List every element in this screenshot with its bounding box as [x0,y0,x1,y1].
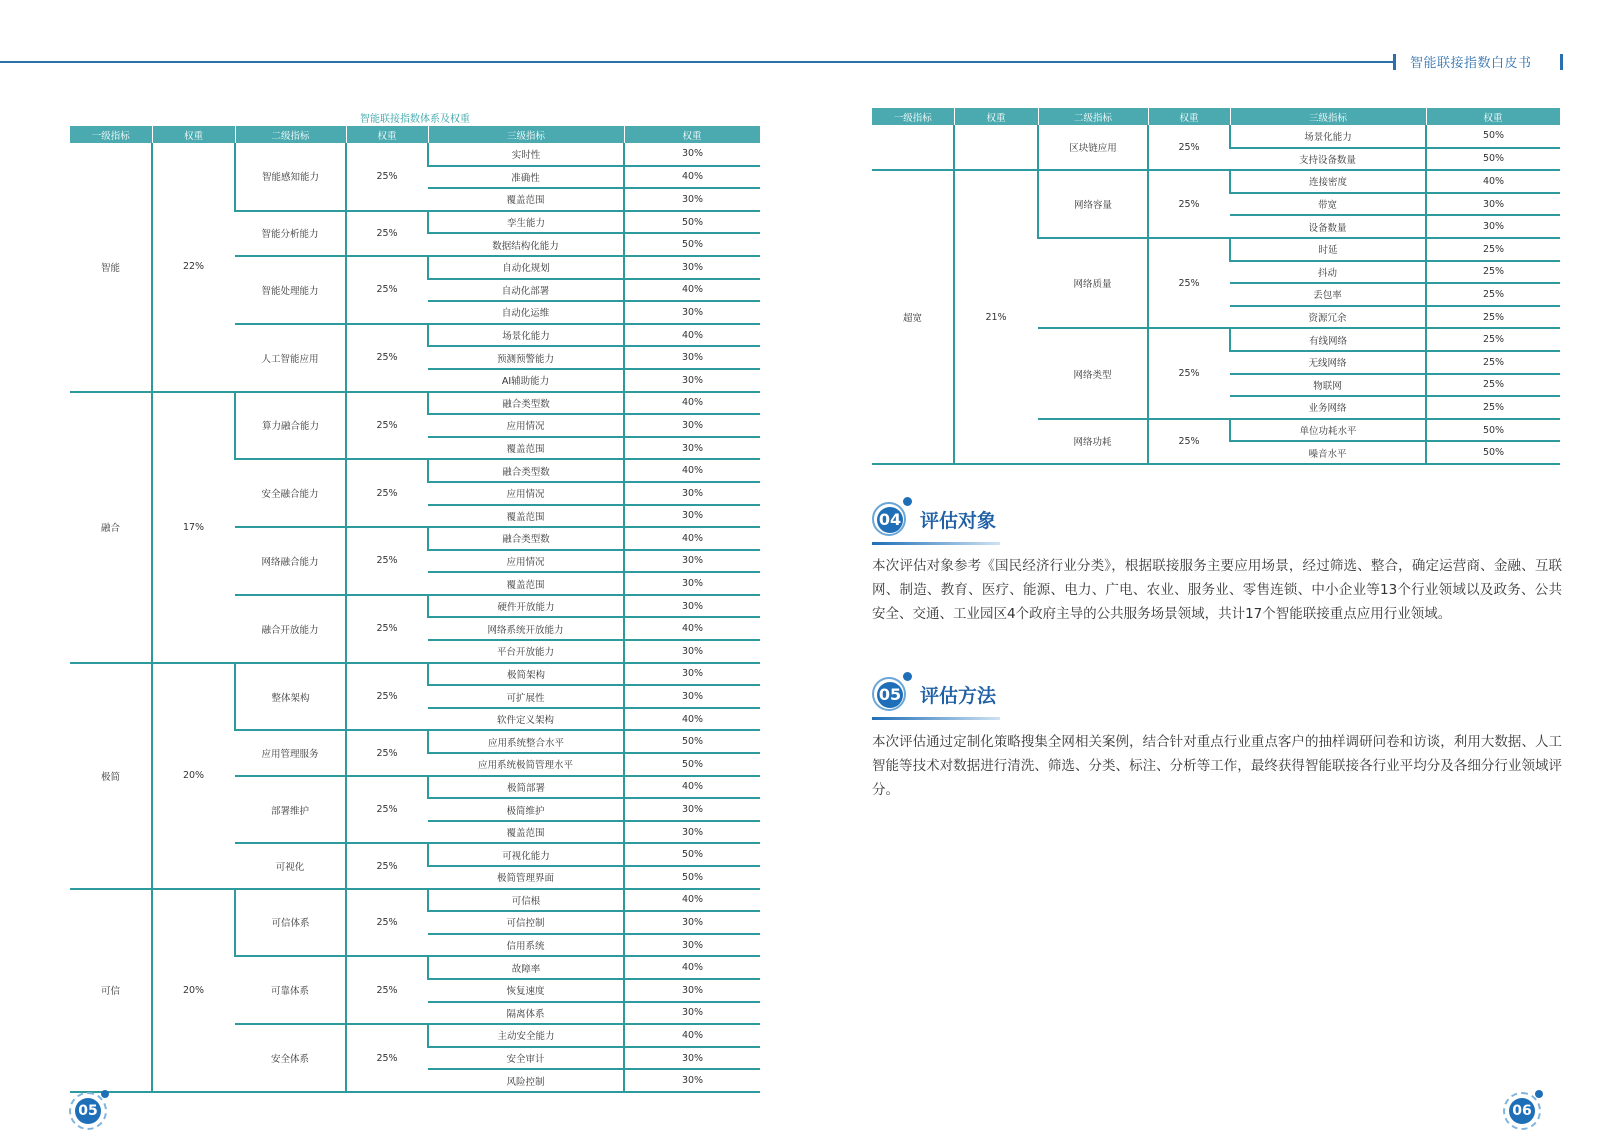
level3-indicator: 覆盖范围 [428,505,624,528]
level3-indicator: 覆盖范围 [428,188,624,211]
column-header: 三级指标 [428,126,624,143]
level3-weight: 30% [624,143,760,166]
level3-indicator: 预测预警能力 [428,346,624,369]
level3-indicator: 抖动 [1230,261,1426,284]
left-table-caption: 智能联接指数体系及权重 [360,114,470,125]
column-header: 权重 [1148,108,1230,125]
level3-weight: 40% [624,166,760,189]
header-rule-tick [1393,54,1396,70]
level3-indicator: 网络系统开放能力 [428,617,624,640]
level3-weight: 50% [624,843,760,866]
level3-indicator: 数据结构化能力 [428,233,624,256]
level3-weight: 25% [1426,238,1560,261]
level2-weight: 25% [1148,170,1230,238]
level3-weight: 40% [624,776,760,799]
level3-indicator: 时延 [1230,238,1426,261]
level3-indicator: 可视化能力 [428,843,624,866]
level2-indicator: 智能分析能力 [235,211,346,256]
section-04-badge [872,502,906,536]
level3-weight: 30% [624,640,760,663]
level2-weight: 25% [346,1024,428,1092]
level3-weight: 50% [1426,419,1560,442]
level2-indicator: 智能处理能力 [235,256,346,324]
level3-weight: 40% [624,392,760,415]
section-04-underline [872,542,1000,545]
level3-indicator: 物联网 [1230,374,1426,397]
page-number-dot-icon [1535,1090,1543,1098]
level2-weight: 25% [1148,238,1230,328]
level2-weight: 25% [346,459,428,527]
level3-weight: 30% [624,550,760,573]
level3-weight: 25% [1426,374,1560,397]
level2-weight: 25% [346,843,428,888]
level1-weight: 20% [152,663,235,889]
level3-weight: 30% [624,1002,760,1025]
level3-weight: 40% [624,527,760,550]
column-header: 权重 [1426,108,1560,125]
column-header: 权重 [624,126,760,143]
level3-indicator: 应用情况 [428,550,624,573]
level3-weight: 30% [624,414,760,437]
level3-weight: 30% [624,934,760,957]
level3-weight: 30% [1426,215,1560,238]
level3-weight: 30% [624,572,760,595]
level3-weight: 30% [624,437,760,460]
level3-indicator: 主动安全能力 [428,1024,624,1047]
level1-indicator [872,125,954,170]
table-row [70,889,760,912]
level3-indicator: 可信根 [428,889,624,912]
level3-weight: 50% [624,866,760,889]
level2-indicator: 整体架构 [235,663,346,731]
level3-weight: 25% [1426,328,1560,351]
header-rule-end-tick [1560,54,1563,70]
level2-indicator: 算力融合能力 [235,392,346,460]
left-index-table [70,126,761,1093]
level3-weight: 40% [624,459,760,482]
level2-indicator: 部署维护 [235,776,346,844]
level3-indicator: 信用系统 [428,934,624,957]
level2-indicator: 人工智能应用 [235,324,346,392]
column-header: 一级指标 [70,126,152,143]
level3-indicator: 极简架构 [428,663,624,686]
level3-indicator: 场景化能力 [1230,125,1426,148]
page-number-right-label: 06 [1509,1098,1535,1124]
level1-weight: 21% [954,170,1038,464]
section-05-title: 评估方法 [920,685,997,707]
level3-indicator: 准确性 [428,166,624,189]
column-header: 权重 [346,126,428,143]
level3-weight: 40% [1426,170,1560,193]
level3-indicator: 硬件开放能力 [428,595,624,618]
level3-indicator: AI辅助能力 [428,369,624,392]
level2-indicator: 网络容量 [1038,170,1148,238]
level2-indicator: 可视化 [235,843,346,888]
level2-weight: 25% [1148,125,1230,170]
level3-weight: 40% [624,889,760,912]
level2-weight: 25% [346,595,428,663]
level1-weight [954,125,1038,170]
level3-weight: 30% [624,821,760,844]
level3-indicator: 应用情况 [428,482,624,505]
level3-weight: 30% [624,1069,760,1092]
level3-indicator: 覆盖范围 [428,437,624,460]
level3-indicator: 极简管理界面 [428,866,624,889]
header-title: 智能联接指数白皮书 [1410,56,1532,71]
level1-weight: 22% [152,143,235,392]
level3-indicator: 应用系统整合水平 [428,730,624,753]
level3-indicator: 连接密度 [1230,170,1426,193]
level3-weight: 30% [624,188,760,211]
table-row [70,392,760,415]
level3-indicator: 噪音水平 [1230,441,1426,464]
level3-weight: 30% [624,256,760,279]
level3-indicator: 丢包率 [1230,283,1426,306]
section-05-body: 本次评估通过定制化策略搜集全网相关案例，结合针对重点行业重点客户的抽样调研问卷和访谈，利用大数据、人工智能等技术对数据进行清洗、筛选、分类、标注、分析等工作，最终获得智能联接各行业平均分及各细分行业领域评分。 [872,734,1562,798]
page-number-dot-icon [101,1090,109,1098]
column-header: 权重 [954,108,1038,125]
level2-weight: 25% [1148,419,1230,464]
level3-indicator: 极简维护 [428,798,624,821]
page-number-left-label: 05 [75,1098,101,1124]
section-05-underline [872,717,1000,720]
level2-weight: 25% [346,776,428,844]
level2-indicator: 网络功耗 [1038,419,1148,464]
level3-weight: 25% [1426,351,1560,374]
level3-indicator: 可信控制 [428,911,624,934]
level1-indicator: 融合 [70,392,152,663]
level3-indicator: 可扩展性 [428,685,624,708]
level3-indicator: 无线网络 [1230,351,1426,374]
level3-weight: 30% [624,505,760,528]
level1-indicator: 极简 [70,663,152,889]
level3-weight: 50% [624,233,760,256]
section-04-number: 04 [877,507,903,533]
level3-indicator: 业务网络 [1230,396,1426,419]
page-number-left [69,1092,107,1130]
level1-indicator: 可信 [70,889,152,1092]
level3-indicator: 自动化运维 [428,301,624,324]
level1-indicator: 智能 [70,143,152,392]
level3-indicator: 覆盖范围 [428,572,624,595]
column-header: 二级指标 [235,126,346,143]
level2-indicator: 可靠体系 [235,956,346,1024]
level3-weight: 30% [624,346,760,369]
level3-indicator: 设备数量 [1230,215,1426,238]
level3-weight: 25% [1426,261,1560,284]
level2-weight: 25% [346,956,428,1024]
level3-weight: 30% [624,979,760,1002]
level3-indicator: 支持设备数量 [1230,148,1426,171]
level3-indicator: 风险控制 [428,1069,624,1092]
level3-weight: 25% [1426,283,1560,306]
level3-indicator: 带宽 [1230,193,1426,216]
level2-weight: 25% [346,256,428,324]
level3-indicator: 隔离体系 [428,1002,624,1025]
level3-indicator: 实时性 [428,143,624,166]
level3-indicator: 资源冗余 [1230,306,1426,329]
level3-weight: 40% [624,617,760,640]
level2-indicator: 应用管理服务 [235,730,346,775]
level3-weight: 25% [1426,306,1560,329]
level2-weight: 25% [1148,328,1230,418]
level3-weight: 25% [1426,396,1560,419]
level2-weight: 25% [346,324,428,392]
level3-indicator: 极简部署 [428,776,624,799]
level3-indicator: 应用系统极简管理水平 [428,753,624,776]
level2-indicator: 网络质量 [1038,238,1148,328]
level2-indicator: 安全体系 [235,1024,346,1092]
level2-indicator: 网络类型 [1038,328,1148,418]
section-05-badge [872,677,906,711]
level3-indicator: 场景化能力 [428,324,624,347]
level3-indicator: 融合类型数 [428,459,624,482]
level1-weight: 17% [152,392,235,663]
level3-weight: 30% [624,595,760,618]
right-index-table [872,108,1561,465]
level2-indicator: 智能感知能力 [235,143,346,211]
level3-indicator: 有线网络 [1230,328,1426,351]
header-rule [0,61,1393,63]
level3-indicator: 融合类型数 [428,527,624,550]
level1-indicator: 超宽 [872,170,954,464]
table-row [872,125,1560,148]
level3-weight: 30% [624,663,760,686]
level2-weight: 25% [346,392,428,460]
level3-weight: 40% [624,956,760,979]
level3-weight: 40% [624,1024,760,1047]
level3-indicator: 恢复速度 [428,979,624,1002]
level2-weight: 25% [346,527,428,595]
level3-indicator: 故障率 [428,956,624,979]
page-number-right [1503,1092,1541,1130]
level2-weight: 25% [346,730,428,775]
level3-weight: 30% [624,1047,760,1070]
level2-indicator: 可信体系 [235,889,346,957]
level3-indicator: 自动化规划 [428,256,624,279]
level2-indicator: 融合开放能力 [235,595,346,663]
level2-weight: 25% [346,663,428,731]
level3-indicator: 应用情况 [428,414,624,437]
level3-weight: 50% [624,753,760,776]
table-row [70,143,760,166]
level2-indicator: 区块链应用 [1038,125,1148,170]
level2-indicator: 网络融合能力 [235,527,346,595]
level3-weight: 40% [624,324,760,347]
level3-indicator: 覆盖范围 [428,821,624,844]
level3-weight: 30% [624,301,760,324]
section-05-number: 05 [877,682,903,708]
level2-weight: 25% [346,143,428,211]
level3-weight: 50% [1426,148,1560,171]
table-row [872,170,1560,193]
badge-dot-icon [903,672,912,681]
level1-weight: 20% [152,889,235,1092]
level3-indicator: 融合类型数 [428,392,624,415]
column-header: 三级指标 [1230,108,1426,125]
table-row [70,663,760,686]
badge-dot-icon [903,497,912,506]
level3-weight: 40% [624,708,760,731]
level3-weight: 30% [624,369,760,392]
column-header: 二级指标 [1038,108,1148,125]
level3-indicator: 软件定义架构 [428,708,624,731]
level3-weight: 50% [1426,125,1560,148]
level2-indicator: 安全融合能力 [235,459,346,527]
level3-indicator: 孪生能力 [428,211,624,234]
section-04-title: 评估对象 [920,510,997,532]
level2-weight: 25% [346,211,428,256]
column-header: 一级指标 [872,108,954,125]
level3-indicator: 自动化部署 [428,279,624,302]
level3-weight: 30% [1426,193,1560,216]
level3-weight: 30% [624,911,760,934]
level3-weight: 50% [624,211,760,234]
column-header: 权重 [152,126,235,143]
level3-weight: 40% [624,279,760,302]
section-04-body: 本次评估对象参考《国民经济行业分类》，根据联接服务主要应用场景，经过筛选、整合，确定运营商、金融、互联网、制造、教育、医疗、能源、电力、广电、农业、服务业、零售连锁、中小企业等13个行业领域以及政务、公共安全、交通、工业园区4个政府主导的公共服务场景领域，共计17个智能联接重点应用行业领域。 [872,558,1562,622]
level3-weight: 30% [624,482,760,505]
level3-weight: 50% [624,730,760,753]
level3-indicator: 单位功耗水平 [1230,419,1426,442]
level3-weight: 30% [624,685,760,708]
level2-weight: 25% [346,889,428,957]
level3-indicator: 安全审计 [428,1047,624,1070]
level3-weight: 50% [1426,441,1560,464]
level3-weight: 30% [624,798,760,821]
level3-indicator: 平台开放能力 [428,640,624,663]
